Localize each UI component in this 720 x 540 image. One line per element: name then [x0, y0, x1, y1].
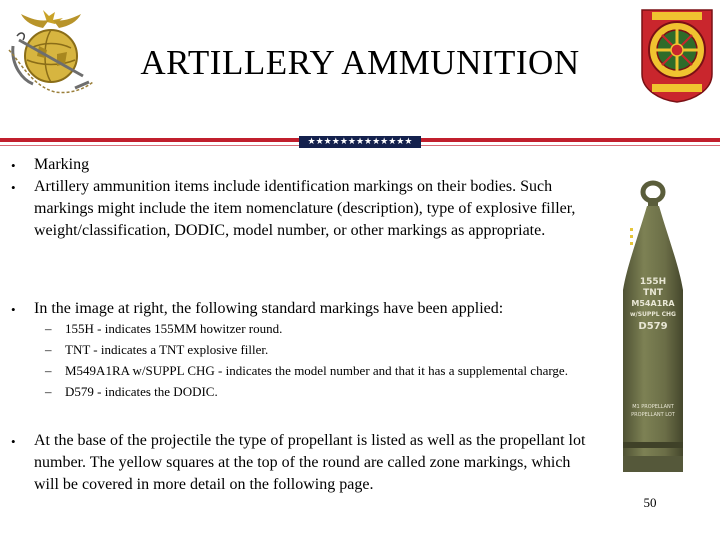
bullet-marker: •	[11, 180, 16, 195]
sub-bullet-dash: –	[45, 363, 52, 378]
bullet-marker: •	[11, 302, 16, 317]
sub-bullet-dash: –	[45, 342, 52, 357]
bullet-text-propellant: At the base of the projectile the type of propellant is listed as well as the propellant lot number. The yellow squares at the top of the round are called zone markings, which will be covered in more detail on the following page.	[34, 432, 586, 493]
page-number: 50	[643, 495, 657, 510]
sub-bullet-model-number: M549A1RA w/SUPPL CHG - indicates the model number and that it has a supplemental charge.	[65, 363, 568, 378]
bullet-text-image-markings: In the image at right, the following standard markings have been applied:	[34, 300, 504, 317]
round-marking-propellant: M1 PROPELLANT	[632, 404, 674, 410]
round-marking-tnt: TNT	[643, 288, 663, 298]
sub-bullet-155h: 155H - indicates 155MM howitzer round.	[65, 321, 283, 336]
sub-bullet-dash: –	[45, 384, 52, 399]
bullet-text-marking: Marking	[34, 156, 90, 173]
artillery-round-image	[617, 180, 689, 480]
sub-bullet-dash: –	[45, 321, 52, 336]
sub-bullet-tnt: TNT - indicates a TNT explosive filler.	[65, 342, 269, 357]
round-marking-suppl: w/SUPPL CHG	[630, 311, 676, 318]
round-marking-lot: PROPELLANT LOT	[631, 412, 675, 418]
bullet-marker: •	[11, 158, 16, 173]
bullet-marker: •	[11, 434, 16, 449]
round-marking-dodic: D579	[638, 321, 668, 332]
star-band: ★★★★★★★★★★★★★	[299, 136, 421, 148]
bullet-text-identification: Artillery ammunition items include identification markings on their bodies. Such markings might include the item nomenclature (description), type of explosive filler, weight/classification, DODIC, model number, or other markings as appropriate.	[34, 178, 576, 239]
sub-bullet-dodic: D579 - indicates the DODIC.	[65, 384, 218, 399]
slide-title: ARTILLERY AMMUNITION	[140, 43, 580, 82]
round-marking-155h: 155H	[639, 277, 667, 287]
round-marking-model: M54A1RA	[631, 299, 675, 308]
